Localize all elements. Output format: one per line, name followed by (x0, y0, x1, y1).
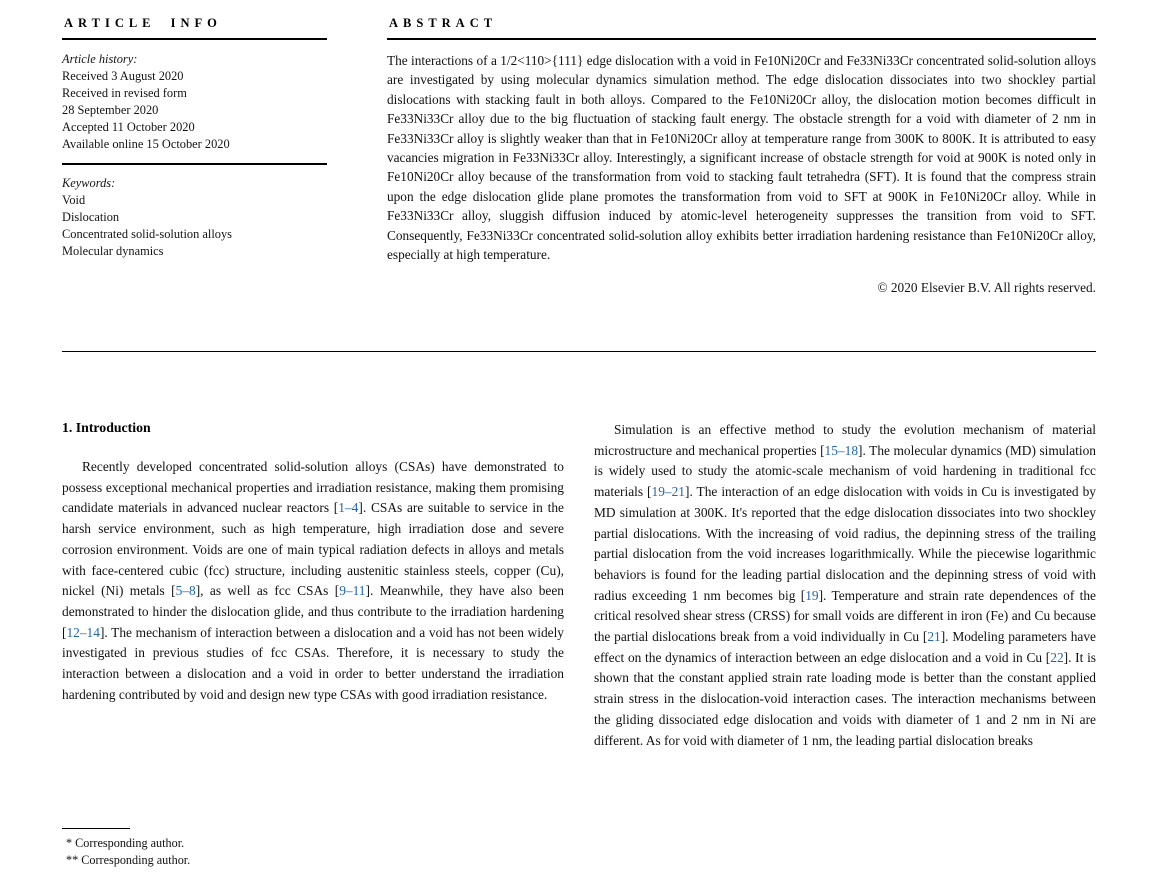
history-line: Received in revised form (62, 86, 187, 100)
citation-link[interactable]: 1–4 (338, 500, 359, 516)
paragraph-text: ]. Modeling parameters have effect on the dynamics of interaction between an edge dislocation and a void in Cu [ (594, 629, 1096, 665)
abstract-section (387, 16, 1096, 297)
history-line: Available online 15 October 2020 (62, 137, 230, 151)
citation-link[interactable]: 21 (927, 629, 941, 645)
footnote-corresponding-author-1: * Corresponding author. (66, 836, 185, 850)
paragraph-text: ]. The interaction of an edge dislocation with voids in Cu is investigated by MD simulation at 300K. It's reported that the edge dislocation dissociates into two shockley partial dislocations. With the increasing of void radius, the depinning stress of the trailing partial dislocation from the void increases logarithmically. While the piecewise logarithmic behaviors is found for the leading partial dislocation and the depinning stress of void with radius exceeding 1 nm becomes big [ (594, 484, 1096, 603)
top-block (62, 16, 1096, 297)
section-heading-introduction: 1. Introduction (62, 420, 151, 435)
keyword-item: Dislocation (62, 209, 120, 224)
abstract-heading: ABSTRACT (389, 16, 498, 30)
body-columns (62, 420, 1096, 872)
footnote-rule (62, 828, 130, 829)
article-info-heading-rule (62, 38, 327, 40)
keyword-item: Concentrated solid-solution alloys (62, 226, 233, 241)
citation-link[interactable]: 15–18 (824, 442, 859, 458)
keyword-item: Molecular dynamics (62, 243, 164, 258)
article-info-heading: ARTICLE INFO (64, 16, 222, 30)
article-info-section (62, 16, 327, 297)
paragraph-text: Simulation is an effective method to study the evolution mechanism of material microstructure and mechanical properties [ (594, 422, 1096, 458)
right-paragraph (594, 420, 1096, 751)
paragraph-text: ], as well as fcc CSAs [ (195, 583, 340, 599)
section-divider-rule (62, 351, 1096, 352)
citation-link[interactable]: 19–21 (651, 484, 685, 500)
citation-link[interactable]: 5–8 (175, 583, 196, 599)
article-history-label: Article history: (62, 52, 138, 66)
keywords-block (62, 175, 327, 260)
article-history-block (62, 51, 327, 153)
history-line: 28 September 2020 (62, 103, 159, 117)
copyright-line: © 2020 Elsevier B.V. All rights reserved. (877, 279, 1096, 295)
citation-link[interactable]: 19 (805, 587, 819, 603)
intro-paragraph (62, 457, 564, 705)
citation-link[interactable]: 12–14 (66, 624, 100, 640)
citation-link[interactable]: 22 (1050, 649, 1064, 665)
footnote-corresponding-author-2: ** Corresponding author. (66, 852, 191, 867)
right-column (594, 420, 1096, 872)
paragraph-text: Recently developed concentrated solid-solution alloys (CSAs) have demonstrated to possess exceptional mechanical properties and irradiation resistance, making them promising candidate materials in advanced nuclear reactors [ (62, 459, 564, 516)
footnotes-block (62, 828, 382, 868)
left-column (62, 420, 564, 872)
paragraph-text: ]. CSAs are suitable to service in the harsh service environment, such as high temperature, high irradiation dose and severe corrosion environment. Voids are one of main typical radiation defects in alloys and metals with face-centered cubic (fcc) structure, including austenitic stainless steels, copper (Cu), nickel (Ni) metals [ (62, 500, 564, 599)
article-info-divider-rule (62, 163, 327, 165)
history-line: Accepted 11 October 2020 (62, 120, 195, 134)
history-line: Received 3 August 2020 (62, 69, 184, 83)
paragraph-text: ]. The molecular dynamics (MD) simulation is widely used to study the atomic-scale mechanism of void hardening in traditional fcc materials [ (594, 442, 1096, 500)
paragraph-text: ]. Meanwhile, they have also been demonstrated to hinder the dislocation glide, and thus contribute to the irradiation hardening [ (62, 583, 564, 640)
paragraph-text: ]. Temperature and strain rate dependences of the critical resolved shear stress (CRSS) for small voids are different in iron (Fe) and Cu because the partial dislocations break from a void individually in Cu [ (594, 587, 1096, 645)
paragraph-text: ]. The mechanism of interaction between a dislocation and a void has not been widely investigated in previous studies of fcc CSAs. Therefore, it is necessary to study the interaction between a dislocation and a void in order to better understand the irradiation hardening contributed by void and design new type CSAs with good irradiation resistance. (62, 624, 564, 702)
keywords-label: Keywords: (62, 175, 116, 190)
paragraph-text: ]. It is shown that the constant applied strain rate loading mode is better than the constant applied strain stress in the dislocation-void interaction cases. The interaction mechanisms between the gliding dissociated edge dislocation and voids with diameter of 1 and 2 nm in Ni are different. As for void with diameter of 1 nm, the leading partial dislocation breaks (594, 649, 1096, 748)
citation-link[interactable]: 9–11 (339, 583, 366, 599)
abstract-text: The interactions of a 1/2<110>{111} edge dislocation with a void in Fe10Ni20Cr and Fe33Ni33Cr concentrated solid-solution alloys are investigated by using molecular dynamics simulation method. The edge dislocation dissociates into two shockley partial dislocations with stacking fault in both alloys. Compared to the Fe10Ni20Cr alloy, the dislocation motion becomes difficult in Fe33Ni33Cr alloy due to the big fluctuation of stacking fault energy. The obstacle strength for a void with diameter of 2 nm in Fe33Ni33Cr alloy is slightly weaker than that in Fe10Ni20Cr alloy at temperature range from 300K to 800K. It is attributed to easy vacancies migration in Fe33Ni33Cr alloy. Interestingly, a significant increase of obstacle strength for void at 900K is noted only in Fe10Ni20Cr alloy because of the transformation from void to stacking fault tetrahedra (SFT). It is found that the compress strain upon the edge dislocation glide plane promotes the transformation from void to SFT at 900K in Fe10Ni20Cr alloy. While in Fe33Ni33Cr alloy, sluggish diffusion induced by atomic-level heterogeneity suppresses the transition from void to SFT. Consequently, Fe33Ni33Cr concentrated solid-solution alloy exhibits better irradiation hardening resistance than Fe10Ni20Cr alloy, especially at high temperature. (387, 53, 1096, 263)
keyword-item: Void (62, 192, 86, 207)
abstract-heading-rule (387, 38, 1096, 40)
